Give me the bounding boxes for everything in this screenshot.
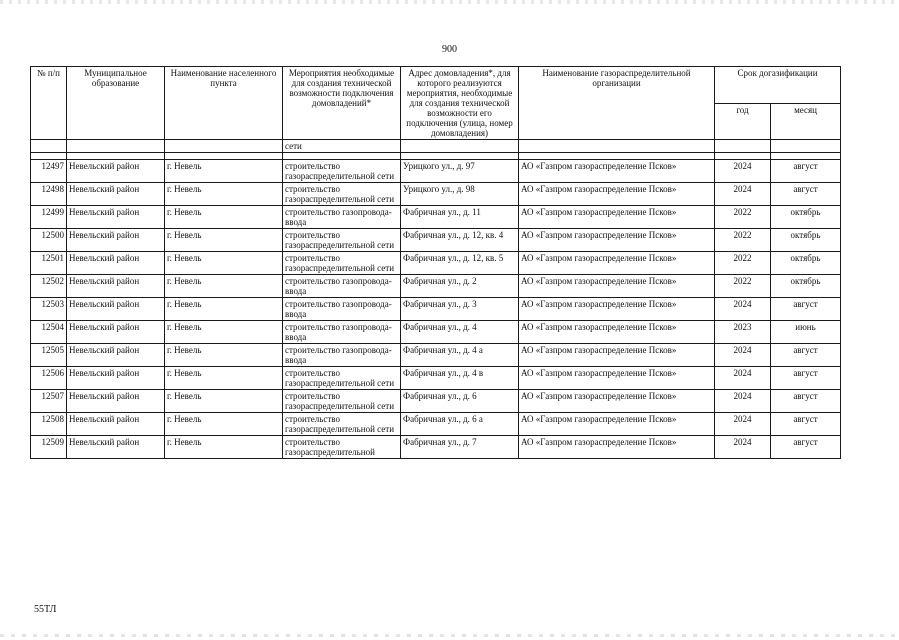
table-row [31, 252, 841, 275]
cell-num: 12501 [31, 252, 67, 275]
cell-year: 2022 [715, 229, 771, 252]
table-row [31, 367, 841, 390]
cell-address: Фабричная ул., д. 2 [401, 275, 519, 298]
header-row-top [31, 67, 841, 104]
cell-month: август [771, 183, 841, 206]
cell-year: 2022 [715, 206, 771, 229]
cell-address: Фабричная ул., д. 12, кв. 5 [401, 252, 519, 275]
cell-gas-org: АО «Газпром газораспределение Псков» [519, 160, 715, 183]
cell-year: 2024 [715, 367, 771, 390]
cell-measure: строительство газораспределительной сети [283, 390, 401, 413]
cell-measure: строительство газораспределительной сети [283, 160, 401, 183]
scan-edge-top [0, 0, 899, 4]
cell-settlement: г. Невель [165, 367, 283, 390]
cell-year: 2024 [715, 183, 771, 206]
cell-measure: строительство газораспределительной сети [283, 367, 401, 390]
cell-num: 12497 [31, 160, 67, 183]
header-measures: Мероприятия необходимые для создания технической возможности подключения домовладений* [283, 67, 401, 140]
cell-num: 12503 [31, 298, 67, 321]
cell-settlement: г. Невель [165, 390, 283, 413]
cell-settlement: г. Невель [165, 160, 283, 183]
cell-measure: строительство газораспределительной сети [283, 252, 401, 275]
cell-settlement: г. Невель [165, 252, 283, 275]
cell-municipality: Невельский район [67, 298, 165, 321]
cell-settlement: г. Невель [165, 183, 283, 206]
cell-gas-org: АО «Газпром газораспределение Псков» [519, 183, 715, 206]
cell-num: 12505 [31, 344, 67, 367]
header-address: Адрес домовладения*, для которого реализуются мероприятия, необходимые для создания технической возможности его подключения (улица, номер домовладения) [401, 67, 519, 140]
table-row [31, 160, 841, 183]
cell-measure: строительство газопровода-ввода [283, 344, 401, 367]
cell-address: Фабричная ул., д. 4 [401, 321, 519, 344]
cell-address: Фабричная ул., д. 6 [401, 390, 519, 413]
cell-measure: строительство газораспределительной сети [283, 413, 401, 436]
header-year: год [715, 103, 771, 140]
cell-settlement: г. Невель [165, 229, 283, 252]
cell-empty [401, 140, 519, 153]
cell-gas-org: АО «Газпром газораспределение Псков» [519, 436, 715, 459]
header-num: № п/п [31, 67, 67, 140]
cell-municipality: Невельский район [67, 436, 165, 459]
cell-address: Фабричная ул., д. 6 а [401, 413, 519, 436]
table-row [31, 275, 841, 298]
cell-month: август [771, 390, 841, 413]
cell-num: 12509 [31, 436, 67, 459]
cell-num: 12508 [31, 413, 67, 436]
cell-gas-org: АО «Газпром газораспределение Псков» [519, 321, 715, 344]
cell-municipality: Невельский район [67, 344, 165, 367]
cell-month: август [771, 413, 841, 436]
table-row [31, 344, 841, 367]
cell-measure: строительство газораспределительной сети [283, 229, 401, 252]
cell-empty [67, 140, 165, 153]
cell-municipality: Невельский район [67, 252, 165, 275]
cell-address: Фабричная ул., д. 12, кв. 4 [401, 229, 519, 252]
cell-empty [715, 140, 771, 153]
cell-empty [771, 140, 841, 153]
page-number: 900 [442, 44, 457, 55]
cell-num: 12499 [31, 206, 67, 229]
cell-municipality: Невельский район [67, 183, 165, 206]
header-month: месяц [771, 103, 841, 140]
table-row [31, 229, 841, 252]
continuation-measure: сети [283, 140, 401, 153]
cell-year: 2024 [715, 390, 771, 413]
cell-municipality: Невельский район [67, 367, 165, 390]
cell-measure: строительство газораспределительной сети [283, 183, 401, 206]
cell-settlement: г. Невель [165, 206, 283, 229]
cell-gas-org: АО «Газпром газораспределение Псков» [519, 390, 715, 413]
cell-address: Фабричная ул., д. 7 [401, 436, 519, 459]
cell-month: август [771, 367, 841, 390]
cell-month: август [771, 344, 841, 367]
cell-month: август [771, 298, 841, 321]
cell-settlement: г. Невель [165, 436, 283, 459]
cell-num: 12500 [31, 229, 67, 252]
cell-gas-org: АО «Газпром газораспределение Псков» [519, 229, 715, 252]
cell-address: Фабричная ул., д. 11 [401, 206, 519, 229]
cell-gas-org: АО «Газпром газораспределение Псков» [519, 344, 715, 367]
cell-month: октябрь [771, 206, 841, 229]
footer-mark: 55ТЛ [34, 604, 57, 615]
cell-measure: строительство газопровода-ввода [283, 321, 401, 344]
cell-address: Фабричная ул., д. 4 а [401, 344, 519, 367]
table-row [31, 183, 841, 206]
cell-num: 12507 [31, 390, 67, 413]
cell-month: август [771, 436, 841, 459]
cell-year: 2023 [715, 321, 771, 344]
header-municipality: Муниципальное образование [67, 67, 165, 140]
cell-settlement: г. Невель [165, 413, 283, 436]
cell-gas-org: АО «Газпром газораспределение Псков» [519, 413, 715, 436]
header-deadline: Срок догазификации [715, 67, 841, 104]
cell-year: 2024 [715, 436, 771, 459]
table-row [31, 436, 841, 459]
cell-municipality: Невельский район [67, 229, 165, 252]
cell-num: 12502 [31, 275, 67, 298]
cell-year: 2024 [715, 160, 771, 183]
cell-municipality: Невельский район [67, 206, 165, 229]
cell-num: 12506 [31, 367, 67, 390]
table-row [31, 206, 841, 229]
table-row [31, 321, 841, 344]
table-row [31, 390, 841, 413]
table-header [31, 67, 841, 140]
cell-measure: строительство газораспределительной [283, 436, 401, 459]
cell-municipality: Невельский район [67, 275, 165, 298]
cell-measure: строительство газопровода-ввода [283, 206, 401, 229]
cell-month: июнь [771, 321, 841, 344]
cell-address: Урицкого ул., д. 98 [401, 183, 519, 206]
cell-num: 12498 [31, 183, 67, 206]
cell-year: 2022 [715, 252, 771, 275]
cell-year: 2024 [715, 413, 771, 436]
cell-month: октябрь [771, 275, 841, 298]
cell-address: Фабричная ул., д. 4 в [401, 367, 519, 390]
cell-gas-org: АО «Газпром газораспределение Псков» [519, 206, 715, 229]
gasification-table [30, 66, 841, 459]
cell-empty [519, 140, 715, 153]
continuation-row [31, 140, 841, 153]
cell-gas-org: АО «Газпром газораспределение Псков» [519, 367, 715, 390]
header-settlement: Наименование населенного пункта [165, 67, 283, 140]
cell-municipality: Невельский район [67, 390, 165, 413]
cell-month: август [771, 160, 841, 183]
table-body [31, 140, 841, 459]
cell-month: октябрь [771, 229, 841, 252]
cell-gas-org: АО «Газпром газораспределение Псков» [519, 298, 715, 321]
table-row [31, 413, 841, 436]
scan-edge-bottom [0, 634, 899, 637]
spacer-row [31, 153, 841, 160]
cell-municipality: Невельский район [67, 160, 165, 183]
cell-municipality: Невельский район [67, 321, 165, 344]
header-gas-org: Наименование газораспределительной организации [519, 67, 715, 140]
cell-measure: строительство газопровода-ввода [283, 298, 401, 321]
cell-year: 2024 [715, 344, 771, 367]
cell-year: 2024 [715, 298, 771, 321]
cell-settlement: г. Невель [165, 321, 283, 344]
cell-settlement: г. Невель [165, 344, 283, 367]
cell-year: 2022 [715, 275, 771, 298]
cell-measure: строительство газопровода-ввода [283, 275, 401, 298]
cell-empty [31, 140, 67, 153]
cell-settlement: г. Невель [165, 298, 283, 321]
cell-gas-org: АО «Газпром газораспределение Псков» [519, 252, 715, 275]
cell-settlement: г. Невель [165, 275, 283, 298]
cell-municipality: Невельский район [67, 413, 165, 436]
cell-address: Урицкого ул., д. 97 [401, 160, 519, 183]
cell-address: Фабричная ул., д. 3 [401, 298, 519, 321]
cell-empty [165, 140, 283, 153]
table-row [31, 298, 841, 321]
cell-num: 12504 [31, 321, 67, 344]
cell-gas-org: АО «Газпром газораспределение Псков» [519, 275, 715, 298]
cell-month: октябрь [771, 252, 841, 275]
